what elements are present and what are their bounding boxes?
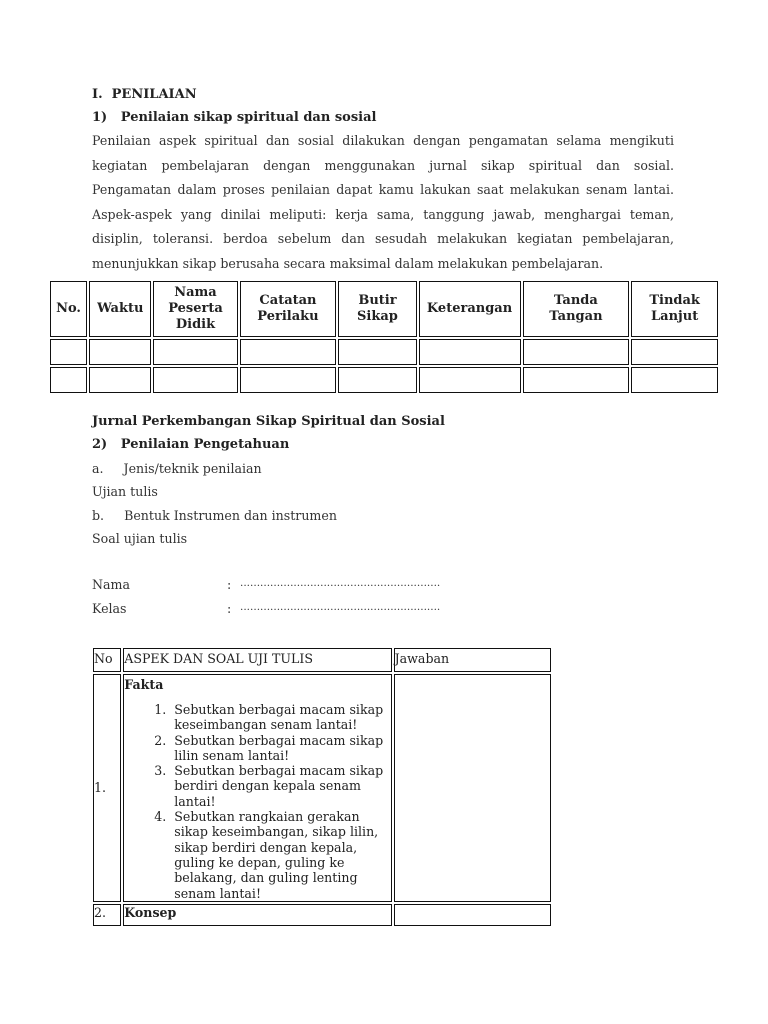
journal-cell <box>240 367 337 393</box>
exam-header-no: No <box>93 648 121 672</box>
exam-header-jawaban: Jawaban <box>394 648 551 672</box>
nama-label: Nama <box>92 577 130 592</box>
journal-header-no: No. <box>50 281 87 337</box>
journal-cell <box>631 339 718 365</box>
journal-cell <box>153 367 237 393</box>
journal-cell <box>523 367 630 393</box>
exam-row-1-no: 1. <box>93 674 121 902</box>
nama-field[interactable]: ............................................................ <box>240 577 441 589</box>
exam-header-row <box>93 648 551 672</box>
question-item: 2. Sebutkan berbagai macam sikap lilin senam lantai! <box>170 733 390 764</box>
exam-header-aspek: ASPEK DAN SOAL UJI TULIS <box>123 648 391 672</box>
journal-header-keterangan: Keterangan <box>419 281 521 337</box>
exam-row-2-answer[interactable] <box>394 904 551 926</box>
exam-row-1-aspect: Fakta <box>124 677 164 692</box>
journal-cell <box>89 367 151 393</box>
journal-cell <box>89 339 151 365</box>
exam-row-1 <box>93 674 551 902</box>
list-item-b: b. Bentuk Instrumen dan instrumen <box>92 508 337 523</box>
journal-header-butir: Butir Sikap <box>338 281 416 337</box>
exam-row-2 <box>93 904 551 926</box>
question-item: 4. Sebutkan rangkaian gerakan sikap keseimbangan, sikap lilin, sikap berdiri dengan kepala, guling ke depan, guling ke belakang, dan guling lenting senam lantai! <box>170 809 390 901</box>
question-list <box>124 702 390 901</box>
journal-caption: Jurnal Perkembangan Sikap Spiritual dan Sosial <box>92 414 445 429</box>
question-item: 1. Sebutkan berbagai macam sikap keseimbangan senam lantai! <box>170 702 390 733</box>
journal-cell <box>338 367 416 393</box>
journal-header-tindak: Tindak Lanjut <box>631 281 718 337</box>
kelas-colon: : <box>227 601 232 616</box>
journal-header-nama: Nama Peserta Didik <box>153 281 237 337</box>
journal-header-tanda: Tanda Tangan <box>523 281 630 337</box>
question-item: 3. Sebutkan berbagai macam sikap berdiri dengan kepala senam lantai! <box>170 763 390 809</box>
journal-cell <box>153 339 237 365</box>
exam-row-2-aspect: Konsep <box>123 904 391 926</box>
journal-cell <box>419 339 521 365</box>
journal-cell <box>419 367 521 393</box>
kelas-label: Kelas <box>92 601 127 616</box>
exam-row-1-answer[interactable] <box>394 674 551 902</box>
exam-row-1-aspect-cell <box>123 674 391 902</box>
subsection-title-pengetahuan: 2) Penilaian Pengetahuan <box>92 437 290 452</box>
journal-cell <box>50 339 87 365</box>
journal-cell <box>240 339 337 365</box>
paragraph-text: Penilaian aspek spiritual dan sosial dilakukan dengan pengamatan selama mengikuti kegiatan pembelajaran dengan menggunakan jurnal sikap spiritual dan sosial. Pengamatan dalam proses penilaian dapat kamu lakukan saat melakukan senam lantai. Aspek-aspek yang dinilai meliputi: kerja sama, tanggung jawab, menghargai teman, disiplin, toleransi. berdoa sebelum dan sesudah melakukan kegiatan pembelajaran, menunjukkan sikap berusaha secara maksimal dalam melakukan pembelajaran. <box>92 133 674 271</box>
exam-table <box>91 646 553 928</box>
list-item-a: a. Jenis/teknik penilaian <box>92 461 262 476</box>
journal-table <box>48 279 720 395</box>
journal-header-row <box>50 281 718 337</box>
exam-row-2-no: 2. <box>93 904 121 926</box>
journal-cell <box>338 339 416 365</box>
journal-cell <box>50 367 87 393</box>
list-item-b-value: Soal ujian tulis <box>92 531 188 546</box>
journal-header-catatan: Catatan Perilaku <box>240 281 337 337</box>
description-paragraph <box>92 129 674 276</box>
journal-empty-row <box>50 367 718 393</box>
kelas-field[interactable]: ............................................................ <box>240 601 441 613</box>
subsection-title-sikap: 1) Penilaian sikap spiritual dan sosial <box>92 110 377 125</box>
journal-cell <box>631 367 718 393</box>
list-item-a-value: Ujian tulis <box>92 484 158 499</box>
nama-colon: : <box>227 577 232 592</box>
journal-empty-row <box>50 339 718 365</box>
journal-cell <box>523 339 630 365</box>
journal-header-waktu: Waktu <box>89 281 151 337</box>
section-heading: I. PENILAIAN <box>92 87 197 102</box>
